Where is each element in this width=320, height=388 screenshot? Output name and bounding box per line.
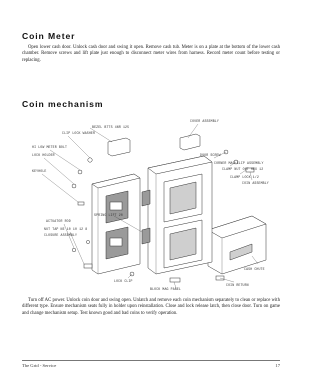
label-closure-assembly-left: CLOSURE ASSEMBLY [44, 233, 78, 237]
label-clamp-lock: CLAMP LOCK 1/2 [230, 175, 259, 179]
label-hi-low-meter: HI LOW METER BOLT [32, 145, 68, 149]
label-lock-holder: LOCK HOLDER [32, 153, 55, 157]
page-number: 17 [275, 363, 280, 368]
label-bolt-nut: NUT TAP NE 10 10 12 8 [44, 227, 88, 231]
label-block-mag: BLOCK MAG PANEL [150, 287, 181, 291]
label-clamp-nut: CLAMP NUT OUT HEX 12 [222, 167, 264, 171]
coin-door-exploded-diagram [30, 112, 280, 292]
label-coin-return: COIN RETURN [226, 283, 249, 287]
label-lock-clip: LOCK CLIP [114, 279, 133, 283]
label-clip-lock-washer: CLIP LOCK WASHER [62, 131, 96, 135]
footer-manual-title: The Grid - Service [22, 363, 57, 368]
label-door-screw: DOOR SCREW [200, 153, 221, 157]
footer-divider [22, 360, 280, 361]
front-door-panel [92, 174, 140, 274]
label-keyhole: KEYHOLE [32, 169, 47, 173]
door-frame [148, 156, 212, 274]
label-spring-lift: SPRING LIFT 20 [94, 213, 123, 217]
label-corner-mag-clip: CORNER MAG CLIP ASSEMBLY [214, 161, 264, 165]
label-actuator-rod: ACTUATOR ROD [46, 219, 71, 223]
label-coin-assembly: COIN ASSEMBLY [242, 181, 269, 185]
coin-mechanism-paragraph: Turn off AC power. Unlock coin door and swing open. Unlatch and remove each coin mechanism separately to clean or replace with different type. Ensure mechanism seats fully in holder upon reinstallation. Close and lock release latch, then close door. Turn on game and change mechanism setup. Test known good and bad coins to verify operation. [22, 298, 280, 316]
coin-meter-paragraph: Open lower cash door. Unlock cash door and swing it open. Remove cash tub. Meter is on a plate at the bottom of the lower cash chamber. Remove screws and lift plate just enough to disconnect meter wires from harness. Record meter count before testing or replacing. [22, 45, 280, 63]
cash-box-assembly [208, 216, 266, 274]
label-cash-chute: CASH CHUTE [244, 267, 265, 271]
coin-mechanism-heading: Coin mechanism [22, 99, 104, 109]
label-cover-assembly-top: COVER ASSEMBLY [190, 119, 219, 123]
label-bezel: BEZEL BTTS 4NR 125 [92, 125, 130, 129]
coin-meter-heading: Coin Meter [22, 31, 76, 41]
